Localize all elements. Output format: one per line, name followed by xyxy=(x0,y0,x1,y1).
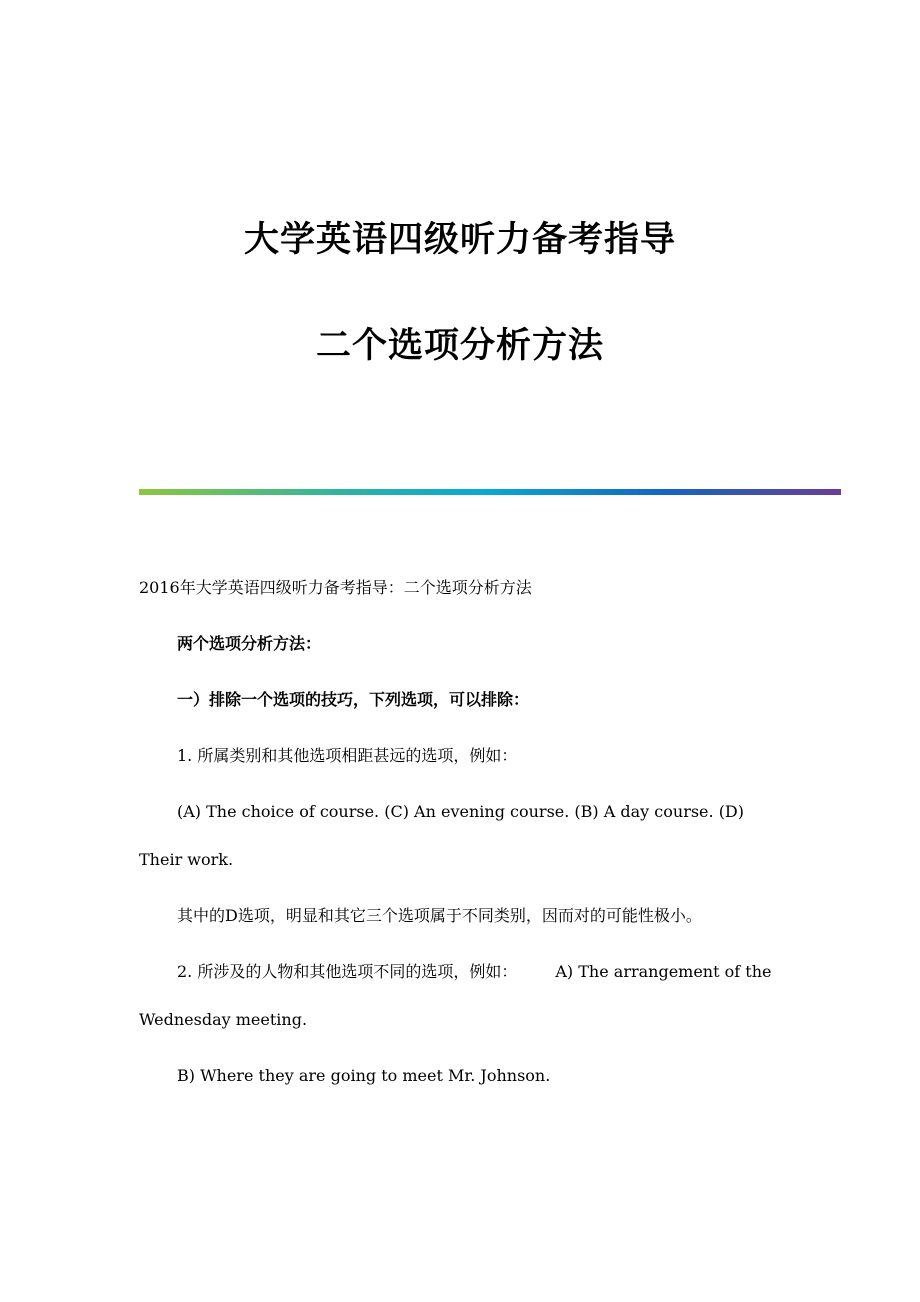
intro-paragraph: 2016年大学英语四级听力备考指导：二个选项分析方法 xyxy=(139,578,532,597)
sub-heading: 一）排除一个选项的技巧，下列选项，可以排除： xyxy=(177,690,530,709)
document-title: 大学英语四级听力备考指导 xyxy=(243,220,676,260)
item-1-explanation: 其中的D选项，明显和其它三个选项属于不同类别，因而对的可能性极小。 xyxy=(177,906,702,925)
item-2-example-b: B) Where they are going to meet Mr. Johnson. xyxy=(177,1066,551,1085)
document-subtitle: 二个选项分析方法 xyxy=(315,326,604,366)
item-1-example: (A) The choice of course. (C) An evening course. (B) A day course. (D) Their work. xyxy=(139,802,744,869)
item-2-label: 2. 所涉及的人物和其他选项不同的选项，例如： xyxy=(177,962,518,981)
document-body xyxy=(139,564,789,1108)
gradient-divider xyxy=(139,489,841,495)
section-heading: 两个选项分析方法： xyxy=(177,634,322,653)
item-1-label: 1. 所属类别和其他选项相距甚远的选项，例如： xyxy=(177,746,518,765)
item-2-example-a: A) The arrangement of the Wednesday meeting. xyxy=(139,962,772,1029)
item-2-paragraph xyxy=(139,948,789,1044)
